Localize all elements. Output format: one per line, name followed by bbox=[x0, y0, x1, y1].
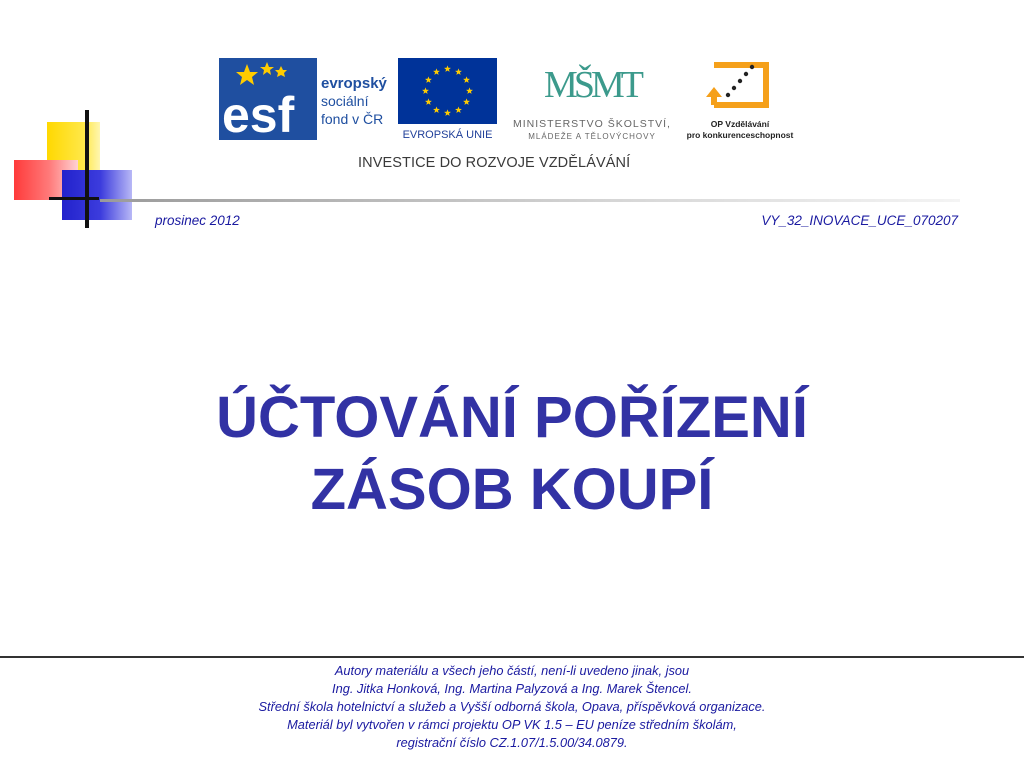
investment-tagline: INVESTICE DO ROZVOJE VZDĚLÁVÁNÍ bbox=[358, 155, 631, 171]
date-label: prosinec 2012 bbox=[155, 213, 240, 228]
msmt-line2: MLÁDEŽE A TĚLOVÝCHOVY bbox=[528, 132, 656, 141]
footer-line-4: Materiál byl vytvořen v rámci projektu OP VK 1.5 – EU peníze středním školám, bbox=[287, 717, 737, 732]
decor-blue-square bbox=[62, 170, 132, 220]
footer-line-5: registrační číslo CZ.1.07/1.5.00/34.0879. bbox=[396, 735, 628, 750]
decor-vertical-line bbox=[85, 110, 89, 228]
footer-credits bbox=[0, 662, 1024, 752]
msmt-logo bbox=[505, 57, 680, 145]
esf-line1: evropský bbox=[321, 75, 387, 92]
op-line1: OP Vzdělávání bbox=[710, 119, 770, 129]
esf-logo bbox=[219, 58, 390, 140]
footer-line-3: Střední škola hotelnictví a služeb a Vyšší odborná škola, Opava, příspěvková organizace. bbox=[258, 699, 766, 714]
header-divider bbox=[100, 199, 960, 202]
op-vzdelavani-logo bbox=[684, 57, 796, 147]
slide-title bbox=[0, 382, 1024, 526]
footer-line-1: Autory materiálu a všech jeho částí, není-li uvedeno jinak, jsou bbox=[334, 663, 690, 678]
esf-line2: sociální bbox=[321, 93, 369, 109]
eu-caption: EVROPSKÁ UNIE bbox=[402, 129, 493, 141]
footer-line-2: Ing. Jitka Honková, Ing. Martina Palyzová a Ing. Marek Štencel. bbox=[332, 681, 692, 696]
eu-flag-logo bbox=[398, 58, 497, 142]
material-code: VY_32_INOVACE_UCE_070207 bbox=[761, 213, 958, 228]
msmt-line1: MINISTERSTVO ŠKOLSTVÍ, bbox=[513, 118, 671, 130]
esf-line3: fond v ČR bbox=[321, 111, 384, 127]
title-line-2: ZÁSOB KOUPÍ bbox=[310, 457, 714, 522]
esf-letters: esf bbox=[222, 87, 295, 140]
op-line2: pro konkurenceschopnost bbox=[686, 130, 794, 140]
msmt-mark: MŠMT bbox=[544, 64, 640, 106]
footer-divider bbox=[0, 656, 1024, 658]
decor-horizontal-line bbox=[49, 197, 99, 200]
title-line-1: ÚČTOVÁNÍ POŘÍZENÍ bbox=[216, 385, 808, 450]
